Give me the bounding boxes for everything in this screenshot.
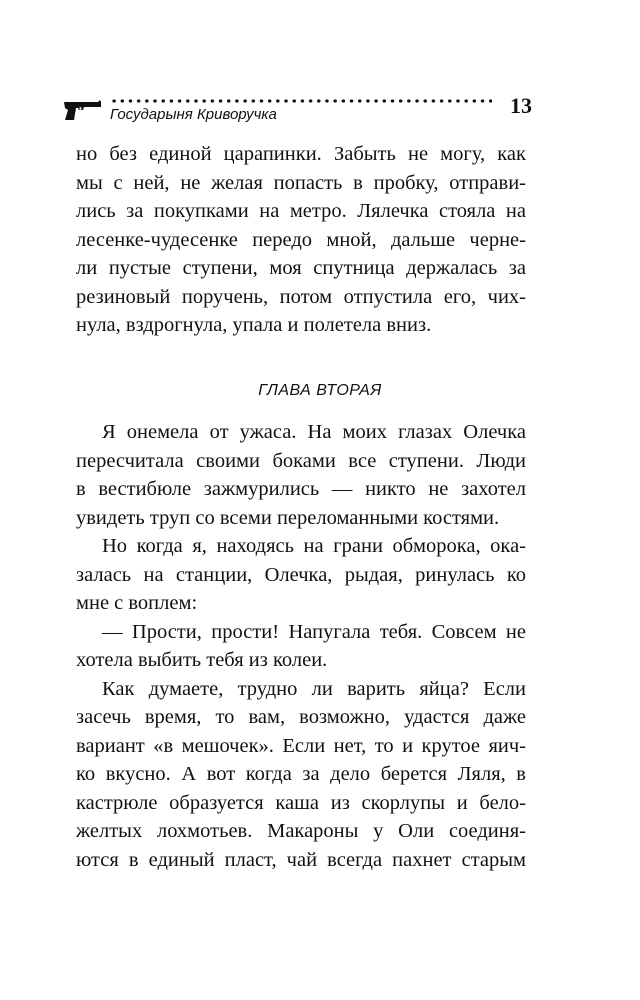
revolver-icon <box>62 98 102 122</box>
chapter-body <box>76 418 526 874</box>
text-line: резиновый поручень, потом отпустила его, чих- <box>76 285 526 308</box>
chapter-title: ГЛАВА ВТОРАЯ <box>258 382 382 399</box>
text-line: в вестибюле зажмурились — никто не захотел <box>76 478 526 500</box>
text-line: желтых лохмотьев. Макароны у Оли соединя- <box>76 820 526 842</box>
text-line: засечь время, то вам, возможно, удастся даже <box>76 706 526 728</box>
text-line: пересчитала своими боками все ступени. Люди <box>76 449 526 472</box>
text-line: мы с ней, не желая попасть в пробку, отправи- <box>76 171 526 194</box>
text-line: хотела выбить тебя из колеи. <box>76 649 328 671</box>
text-line: лись за покупками на метро. Лялечка стояла на <box>76 200 526 222</box>
text-line: — Прости, прости! Напугала тебя. Совсем не <box>102 620 526 643</box>
text-line: вариант «в мешочек». Если нет, то и крутое яич- <box>76 734 526 757</box>
text-line: ли пустые ступени, моя спутница держалась за <box>76 257 526 279</box>
text-line: ко вкусно. А вот когда за дело берется Ляля, в <box>76 763 526 785</box>
text-line: увидеть труп со всеми переломанными костями. <box>76 506 500 529</box>
text-line: кастрюле образуется каша из скорлупы и бело- <box>76 791 526 814</box>
text-line: Как думаете, трудно ли варить яйца? Если <box>102 677 526 700</box>
page-number: 13 <box>510 93 532 118</box>
text-line: мне с воплем: <box>76 592 198 614</box>
page-header <box>62 92 532 128</box>
text-line: нула, вздрогнула, упала и полетела вниз. <box>76 314 432 336</box>
text-line: но без единой царапинки. Забыть не могу, как <box>76 143 526 165</box>
header-dotted-rule <box>110 98 492 104</box>
running-title: Государыня Криворучка <box>110 106 277 123</box>
text-line: Но когда я, находясь на грани обморока, ока- <box>102 535 526 557</box>
text-line: лесенке-чудесенке передо мной, дальше черне- <box>76 228 526 251</box>
text-line: ются в единый пласт, чай всегда пахнет старым <box>76 848 526 871</box>
text-line: залась на станции, Олечка, рыдая, ринулась ко <box>76 563 526 586</box>
text-line: Я онемела от ужаса. На моих глазах Олечка <box>102 421 526 443</box>
paragraph-continuation <box>76 140 526 340</box>
